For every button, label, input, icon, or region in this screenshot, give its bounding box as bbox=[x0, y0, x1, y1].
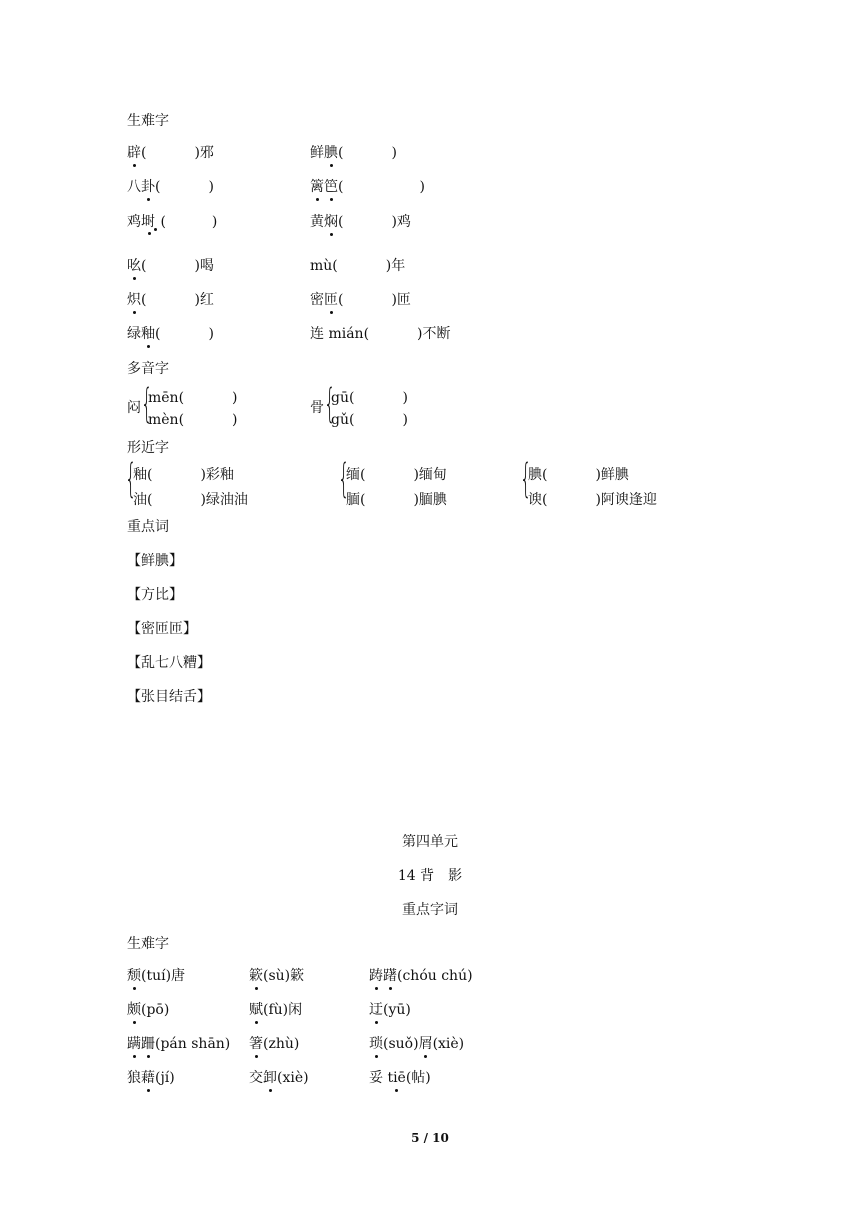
vocab-item: 踌躇(chóu chú) bbox=[369, 968, 473, 984]
similar-char-item: 腆( )鲜腆 bbox=[528, 467, 629, 483]
pinyin-item: gū( ) bbox=[331, 390, 408, 406]
similar-char-item: 釉( )彩釉 bbox=[133, 467, 234, 483]
lesson-title: 14 背 影 bbox=[397, 868, 463, 884]
subsection-title: 重点字词 bbox=[402, 902, 458, 918]
keyword-item: 【方比】 bbox=[127, 587, 183, 603]
vocab-item: 箸(zhù) bbox=[249, 1036, 300, 1052]
vocab-item: 八卦( ) bbox=[127, 179, 214, 195]
vocab-item: 篱笆( ) bbox=[310, 179, 425, 195]
vocab-item: 迂(yū) bbox=[369, 1002, 411, 1018]
polyphonic-char-men: 闷 bbox=[127, 400, 141, 416]
section-label-xingjinzi: 形近字 bbox=[127, 440, 169, 456]
unit-heading: 第四单元 bbox=[402, 834, 458, 850]
vocab-item: 交卸(xiè) bbox=[249, 1070, 309, 1086]
pinyin-item: gǔ( ) bbox=[331, 412, 408, 428]
vocab-item: 吆( )喝 bbox=[127, 258, 214, 274]
vocab-item: 簌(sù)簌 bbox=[249, 968, 305, 984]
keyword-item: 【张目结舌】 bbox=[127, 689, 211, 705]
pinyin-item: mēn( ) bbox=[148, 390, 238, 406]
keyword-item: 【密匝匝】 bbox=[127, 621, 197, 637]
vocab-item: 黄焖( )鸡 bbox=[310, 214, 411, 230]
vocab-item: 连 mián( )不断 bbox=[310, 326, 451, 342]
vocab-item: 辟( )邪 bbox=[127, 145, 214, 161]
vocab-item: 绿釉( ) bbox=[127, 326, 214, 342]
similar-char-item: 腼( )腼腆 bbox=[346, 492, 447, 508]
brace-icon: { bbox=[520, 456, 532, 502]
vocab-item: 妥 tiē(帖) bbox=[369, 1070, 431, 1086]
keyword-item: 【鲜腆】 bbox=[127, 553, 183, 569]
pinyin-item: mèn( ) bbox=[148, 412, 238, 428]
keyword-item: 【乱七八糟】 bbox=[127, 655, 211, 671]
vocab-item: 颓(tuí)唐 bbox=[127, 968, 186, 984]
vocab-item: 颇(pō) bbox=[127, 1002, 170, 1018]
vocab-item: 鸡埘 ( ) bbox=[127, 214, 218, 230]
section-label-shengnanzi: 生难字 bbox=[127, 113, 169, 129]
vocab-item: 密匝( )匝 bbox=[310, 292, 411, 308]
brace-icon: { bbox=[338, 456, 350, 502]
vocab-item: 炽( )红 bbox=[127, 292, 214, 308]
polyphonic-char-gu: 骨 bbox=[310, 400, 324, 416]
similar-char-item: 谀( )阿谀逢迎 bbox=[528, 492, 657, 508]
vocab-item: 琐(suǒ)屑(xiè) bbox=[369, 1036, 465, 1052]
page-number: 5 / 10 bbox=[411, 1131, 449, 1145]
brace-icon: { bbox=[141, 381, 153, 427]
vocab-item: 蹒跚(pán shān) bbox=[127, 1036, 231, 1052]
similar-char-item: 缅( )缅甸 bbox=[346, 467, 447, 483]
section-label-shengnanzi: 生难字 bbox=[127, 936, 169, 952]
brace-icon: { bbox=[125, 456, 137, 502]
similar-char-item: 油( )绿油油 bbox=[133, 492, 248, 508]
section-label-zhongdianci: 重点词 bbox=[127, 519, 169, 535]
brace-icon: { bbox=[324, 381, 336, 427]
vocab-item: 鲜腆( ) bbox=[310, 145, 397, 161]
section-label-duoyinzi: 多音字 bbox=[127, 361, 169, 377]
vocab-item: 狼藉(jí) bbox=[127, 1070, 175, 1086]
emphasis-dot bbox=[148, 232, 151, 235]
vocab-item: 赋(fù)闲 bbox=[249, 1002, 303, 1018]
vocab-item: mù( )年 bbox=[310, 258, 406, 274]
